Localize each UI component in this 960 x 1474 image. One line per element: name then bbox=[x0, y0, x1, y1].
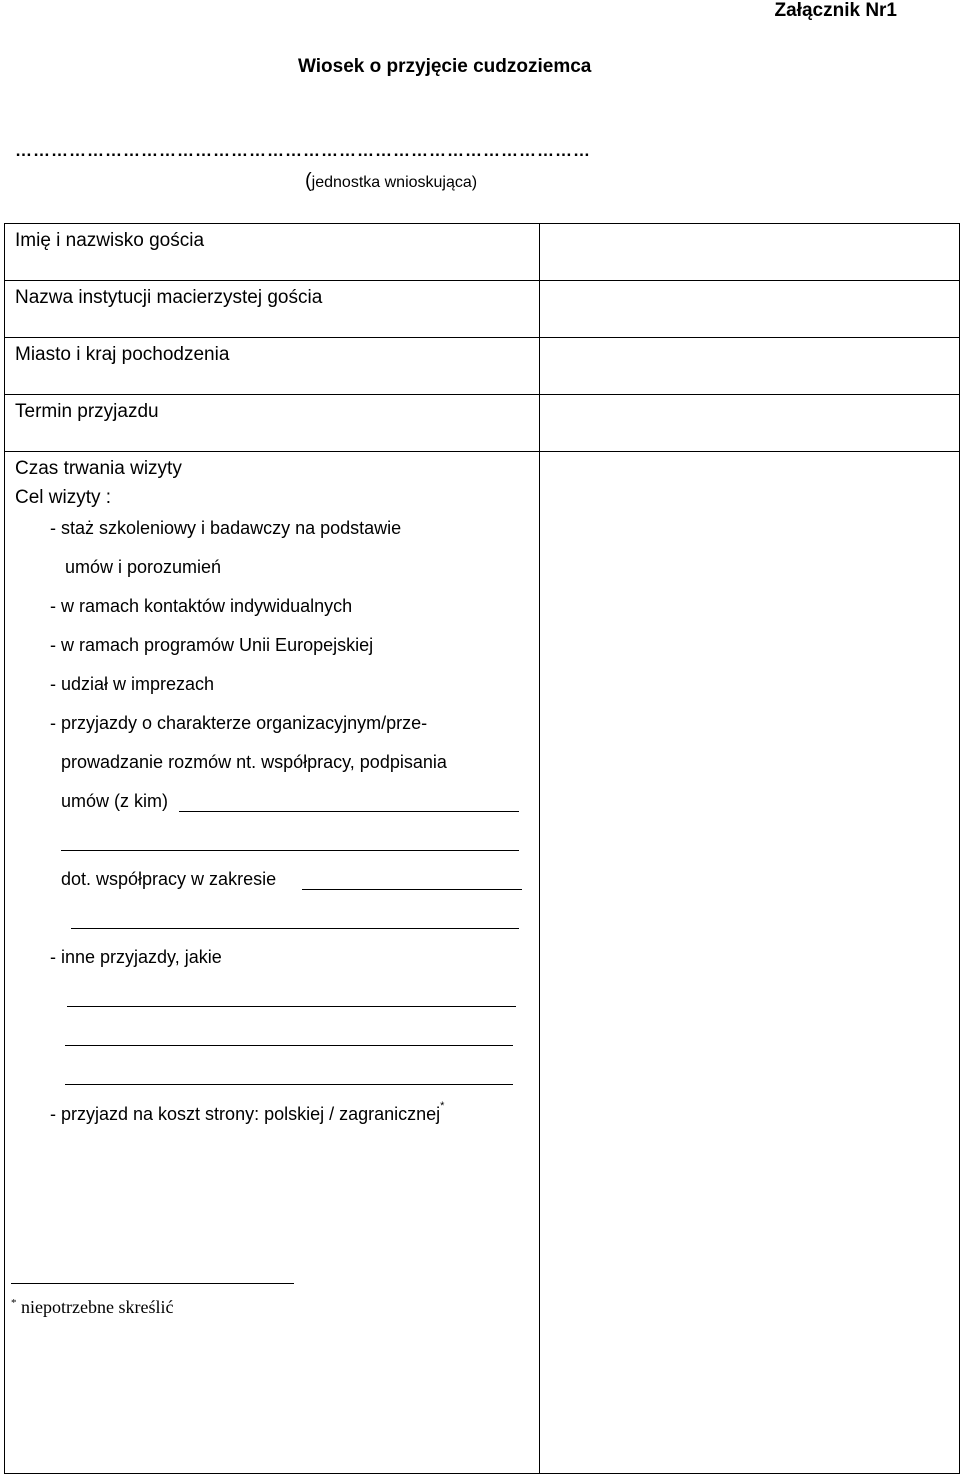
footnote-marker: * bbox=[11, 1297, 17, 1309]
purpose-option-internship[interactable]: - staż szkoleniowy i badawczy na podstawie bbox=[50, 518, 402, 538]
other-line-3[interactable] bbox=[65, 1084, 513, 1085]
unit-label: jednostka wnioskująca) bbox=[311, 174, 478, 191]
other-line-2[interactable] bbox=[65, 1045, 513, 1046]
cooperation-scope-label: dot. współpracy w zakresie bbox=[61, 869, 277, 889]
form-row-guest-name bbox=[5, 224, 960, 281]
home-institution-label: Nazwa instytucji macierzystej gościa bbox=[15, 287, 323, 308]
footnote bbox=[11, 1297, 173, 1318]
cost-bearer-footnote-marker: * bbox=[440, 1100, 445, 1112]
purpose-option-internship-cont: umów i porozumień bbox=[65, 557, 222, 577]
label-cell bbox=[5, 395, 540, 452]
origin-field[interactable] bbox=[540, 338, 960, 395]
footnote-text: niepotrzebne skreślić bbox=[16, 1297, 174, 1317]
purpose-option-events[interactable]: - udział w imprezach bbox=[50, 674, 215, 694]
with-whom-line-2[interactable] bbox=[61, 850, 519, 851]
arrival-date-field[interactable] bbox=[540, 395, 960, 452]
purpose-option-other[interactable]: - inne przyjazdy, jakie bbox=[50, 947, 222, 967]
applicant-unit-field[interactable]: …………………………………………………………………………………… bbox=[15, 141, 591, 160]
unit-open-paren: ( bbox=[305, 170, 312, 192]
guest-name-field[interactable] bbox=[540, 224, 960, 281]
purpose-option-organizational-cont: prowadzanie rozmów nt. współpracy, podpisania bbox=[61, 752, 447, 772]
purpose-label: Cel wizyty : bbox=[15, 487, 112, 508]
with-whom-label: umów (z kim) bbox=[61, 791, 168, 811]
applicant-unit-caption bbox=[305, 170, 477, 193]
origin-label: Miasto i kraj pochodzenia bbox=[15, 344, 230, 365]
label-cell bbox=[5, 281, 540, 338]
purpose-option-organizational[interactable]: - przyjazdy o charakterze organizacyjnym/prze- bbox=[50, 713, 428, 733]
home-institution-field[interactable] bbox=[540, 281, 960, 338]
with-whom-line[interactable] bbox=[179, 811, 519, 812]
application-form-table bbox=[4, 223, 960, 1474]
document-title: Wiosek o przyjęcie cudzoziemca bbox=[298, 56, 592, 77]
guest-name-label: Imię i nazwisko gościa bbox=[15, 230, 205, 251]
duration-label: Czas trwania wizyty bbox=[15, 458, 182, 479]
footnote-separator bbox=[11, 1283, 294, 1284]
cooperation-scope-line[interactable] bbox=[302, 889, 522, 890]
purpose-option-individual[interactable]: - w ramach kontaktów indywidualnych bbox=[50, 596, 353, 616]
form-row-visit bbox=[5, 452, 960, 1474]
cost-bearer-text: - przyjazd na koszt strony: polskiej / zagranicznej bbox=[50, 1104, 441, 1124]
cooperation-scope-line-2[interactable] bbox=[71, 928, 519, 929]
form-row-arrival-date bbox=[5, 395, 960, 452]
visit-details-cell bbox=[5, 452, 540, 1474]
purpose-option-eu-programs[interactable]: - w ramach programów Unii Europejskiej bbox=[50, 635, 374, 655]
other-line-1[interactable] bbox=[67, 1006, 516, 1007]
label-cell bbox=[5, 338, 540, 395]
form-row-origin bbox=[5, 338, 960, 395]
cost-bearer-option[interactable] bbox=[50, 1100, 445, 1125]
arrival-date-label: Termin przyjazdu bbox=[15, 401, 159, 422]
label-cell bbox=[5, 224, 540, 281]
visit-details-field[interactable] bbox=[540, 452, 960, 1474]
attachment-label: Załącznik Nr1 bbox=[774, 0, 897, 21]
form-row-home-institution bbox=[5, 281, 960, 338]
